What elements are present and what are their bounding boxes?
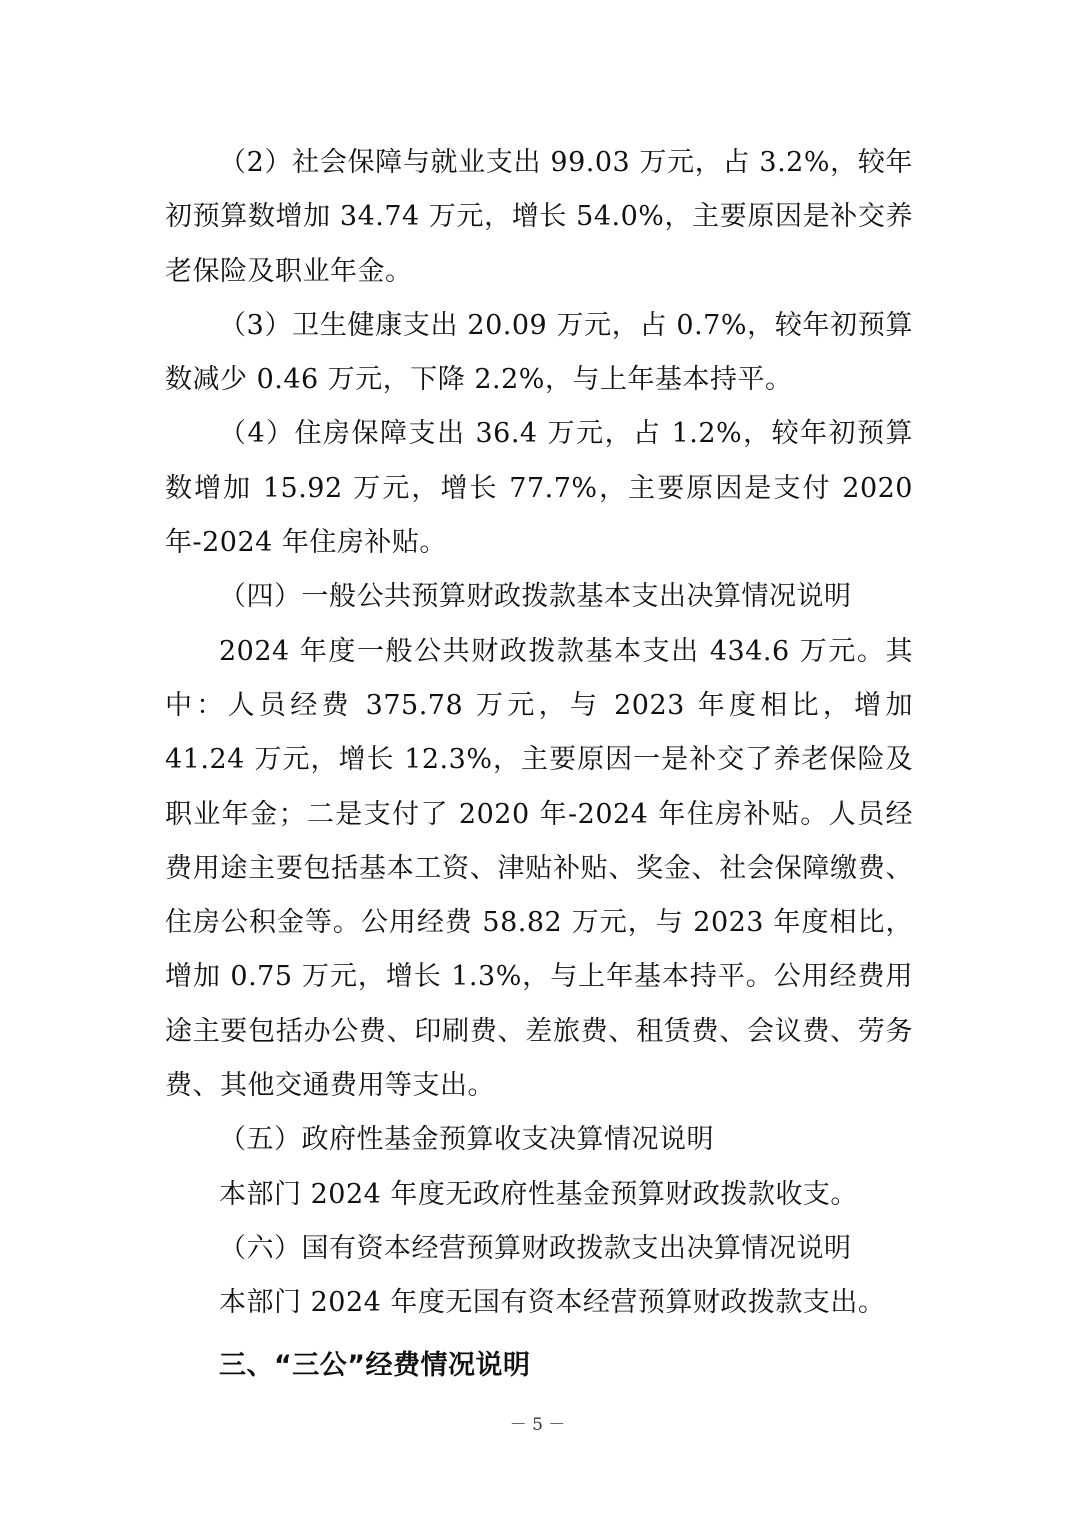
paragraph-housing: （4）住房保障支出 36.4 万元，占 1.2%，较年初预算数增加 15.92 万元，增长 77.7%，主要原因是支付 2020 年-2024 年住房补贴。 [165, 418, 913, 559]
heading-basic-expenditure: （四）一般公共预算财政拨款基本支出决算情况说明 [219, 581, 852, 613]
paragraph-state-capital: 本部门 2024 年度无国有资本经营预算财政拨款支出。 [219, 1287, 886, 1319]
paragraph-basic-expenditure: 2024 年度一般公共财政拨款基本支出 434.6 万元。其中：人员经费 375.78 万元，与 2023 年度相比，增加 41.24 万元，增长 12.3%，主要原因一是补交了养老保险及职业年金；二是支付了 2020 年-2024 年住房补贴。人员经费用途主要包括基本工资、津贴补贴、奖金、社会保障缴费、住房公积金等。公用经费 58.82 万元，与 2023 年度相比，增加 0.75 万元，增长 1.3%，与上年基本持平。公用经费用途主要包括办公费、印刷费、差旅费、租赁费、会议费、劳务费、其他交通费用等支出。 [165, 635, 913, 1102]
heading-state-capital: （六）国有资本经营预算财政拨款支出决算情况说明 [219, 1232, 852, 1264]
paragraph-government-fund: 本部门 2024 年度无政府性基金预算财政拨款收支。 [219, 1178, 858, 1210]
document-body [165, 136, 913, 1393]
paragraph-health: （3）卫生健康支出 20.09 万元，占 0.7%，较年初预算数减少 0.46 万元，下降 2.2%，与上年基本持平。 [165, 309, 913, 396]
page-number: － 5 － [509, 1415, 566, 1435]
paragraph-social-security: （2）社会保障与就业支出 99.03 万元，占 3.2%，较年初预算数增加 34.74 万元，增长 54.0%，主要原因是补交养老保险及职业年金。 [165, 147, 913, 287]
heading-government-fund: （五）政府性基金预算收支决算情况说明 [219, 1124, 714, 1156]
section-title-three-public: 三、“三公”经费情况说明 [219, 1349, 531, 1381]
